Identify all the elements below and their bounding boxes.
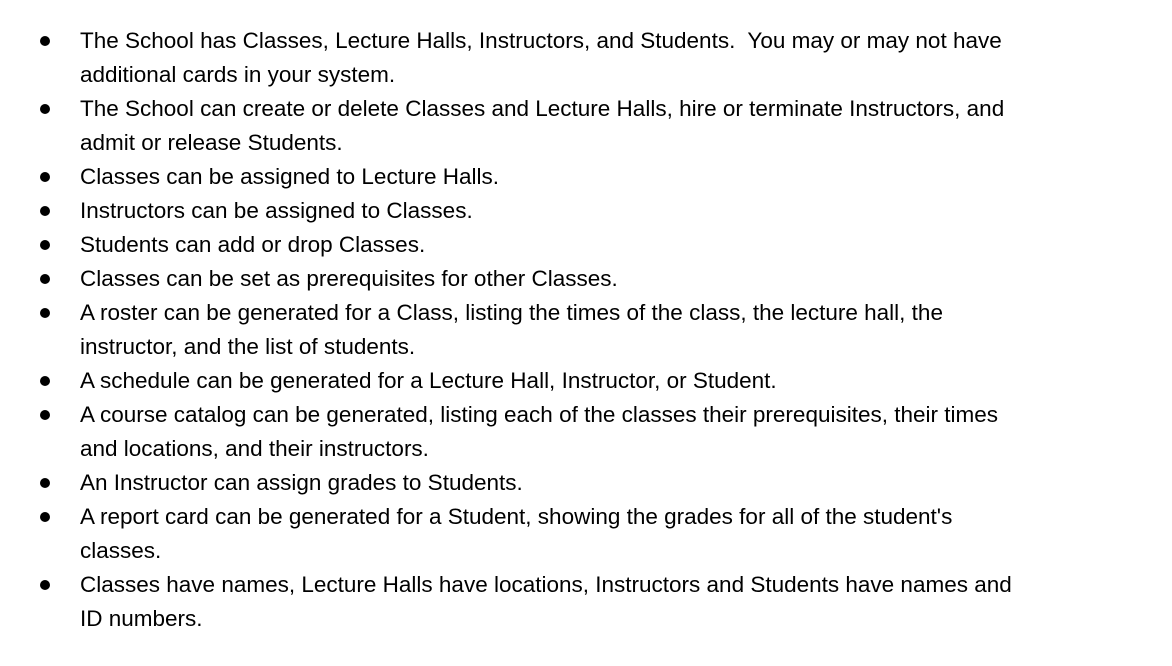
bullet-text-line: classes. — [80, 538, 162, 563]
list-item — [0, 228, 1172, 262]
bullet-icon — [40, 104, 50, 114]
bullet-text-line: A report card can be generated for a Student, showing the grades for all of the student's — [80, 504, 953, 529]
list-item — [0, 568, 1172, 636]
bullet-text-line: Classes can be assigned to Lecture Halls. — [80, 164, 499, 189]
bullet-text-line: Classes can be set as prerequisites for other Classes. — [80, 266, 618, 291]
bullet-text-line: Students can add or drop Classes. — [80, 232, 426, 257]
list-item — [0, 262, 1172, 296]
bullet-text-line: instructor, and the list of students. — [80, 334, 416, 359]
bullet-text-line: Classes have names, Lecture Halls have locations, Instructors and Students have names and — [80, 572, 1012, 597]
bullet-icon — [40, 172, 50, 182]
list-item — [0, 296, 1172, 364]
bullet-icon — [40, 512, 50, 522]
bullet-text-line: ID numbers. — [80, 606, 203, 631]
bullet-text-line: The School has Classes, Lecture Halls, Instructors, and Students. You may or may not have — [80, 28, 1002, 53]
bullet-icon — [40, 274, 50, 284]
list-item — [0, 160, 1172, 194]
bullet-icon — [40, 580, 50, 590]
bullet-icon — [40, 206, 50, 216]
list-item — [0, 92, 1172, 160]
bullet-text-line: An Instructor can assign grades to Students. — [80, 470, 523, 495]
bullet-icon — [40, 478, 50, 488]
bullet-icon — [40, 240, 50, 250]
bullet-icon — [40, 376, 50, 386]
bullet-text-line: Instructors can be assigned to Classes. — [80, 198, 473, 223]
bullet-text-line: The School can create or delete Classes and Lecture Halls, hire or terminate Instructors, and — [80, 96, 1005, 121]
bullet-icon — [40, 410, 50, 420]
bullet-text-line: A course catalog can be generated, listing each of the classes their prerequisites, their times — [80, 402, 999, 427]
bullet-text-line: additional cards in your system. — [80, 62, 396, 87]
list-item — [0, 24, 1172, 92]
list-item — [0, 194, 1172, 228]
bullet-text-line: A schedule can be generated for a Lecture Hall, Instructor, or Student. — [80, 368, 777, 393]
bullet-icon — [40, 308, 50, 318]
bullet-text-line: admit or release Students. — [80, 130, 343, 155]
bullet-icon — [40, 36, 50, 46]
list-item — [0, 500, 1172, 568]
list-item — [0, 466, 1172, 500]
requirements-bullet-list — [0, 24, 1172, 636]
list-item — [0, 398, 1172, 466]
bullet-text-line: and locations, and their instructors. — [80, 436, 429, 461]
bullet-text-line: A roster can be generated for a Class, listing the times of the class, the lecture hall, the — [80, 300, 943, 325]
list-item — [0, 364, 1172, 398]
